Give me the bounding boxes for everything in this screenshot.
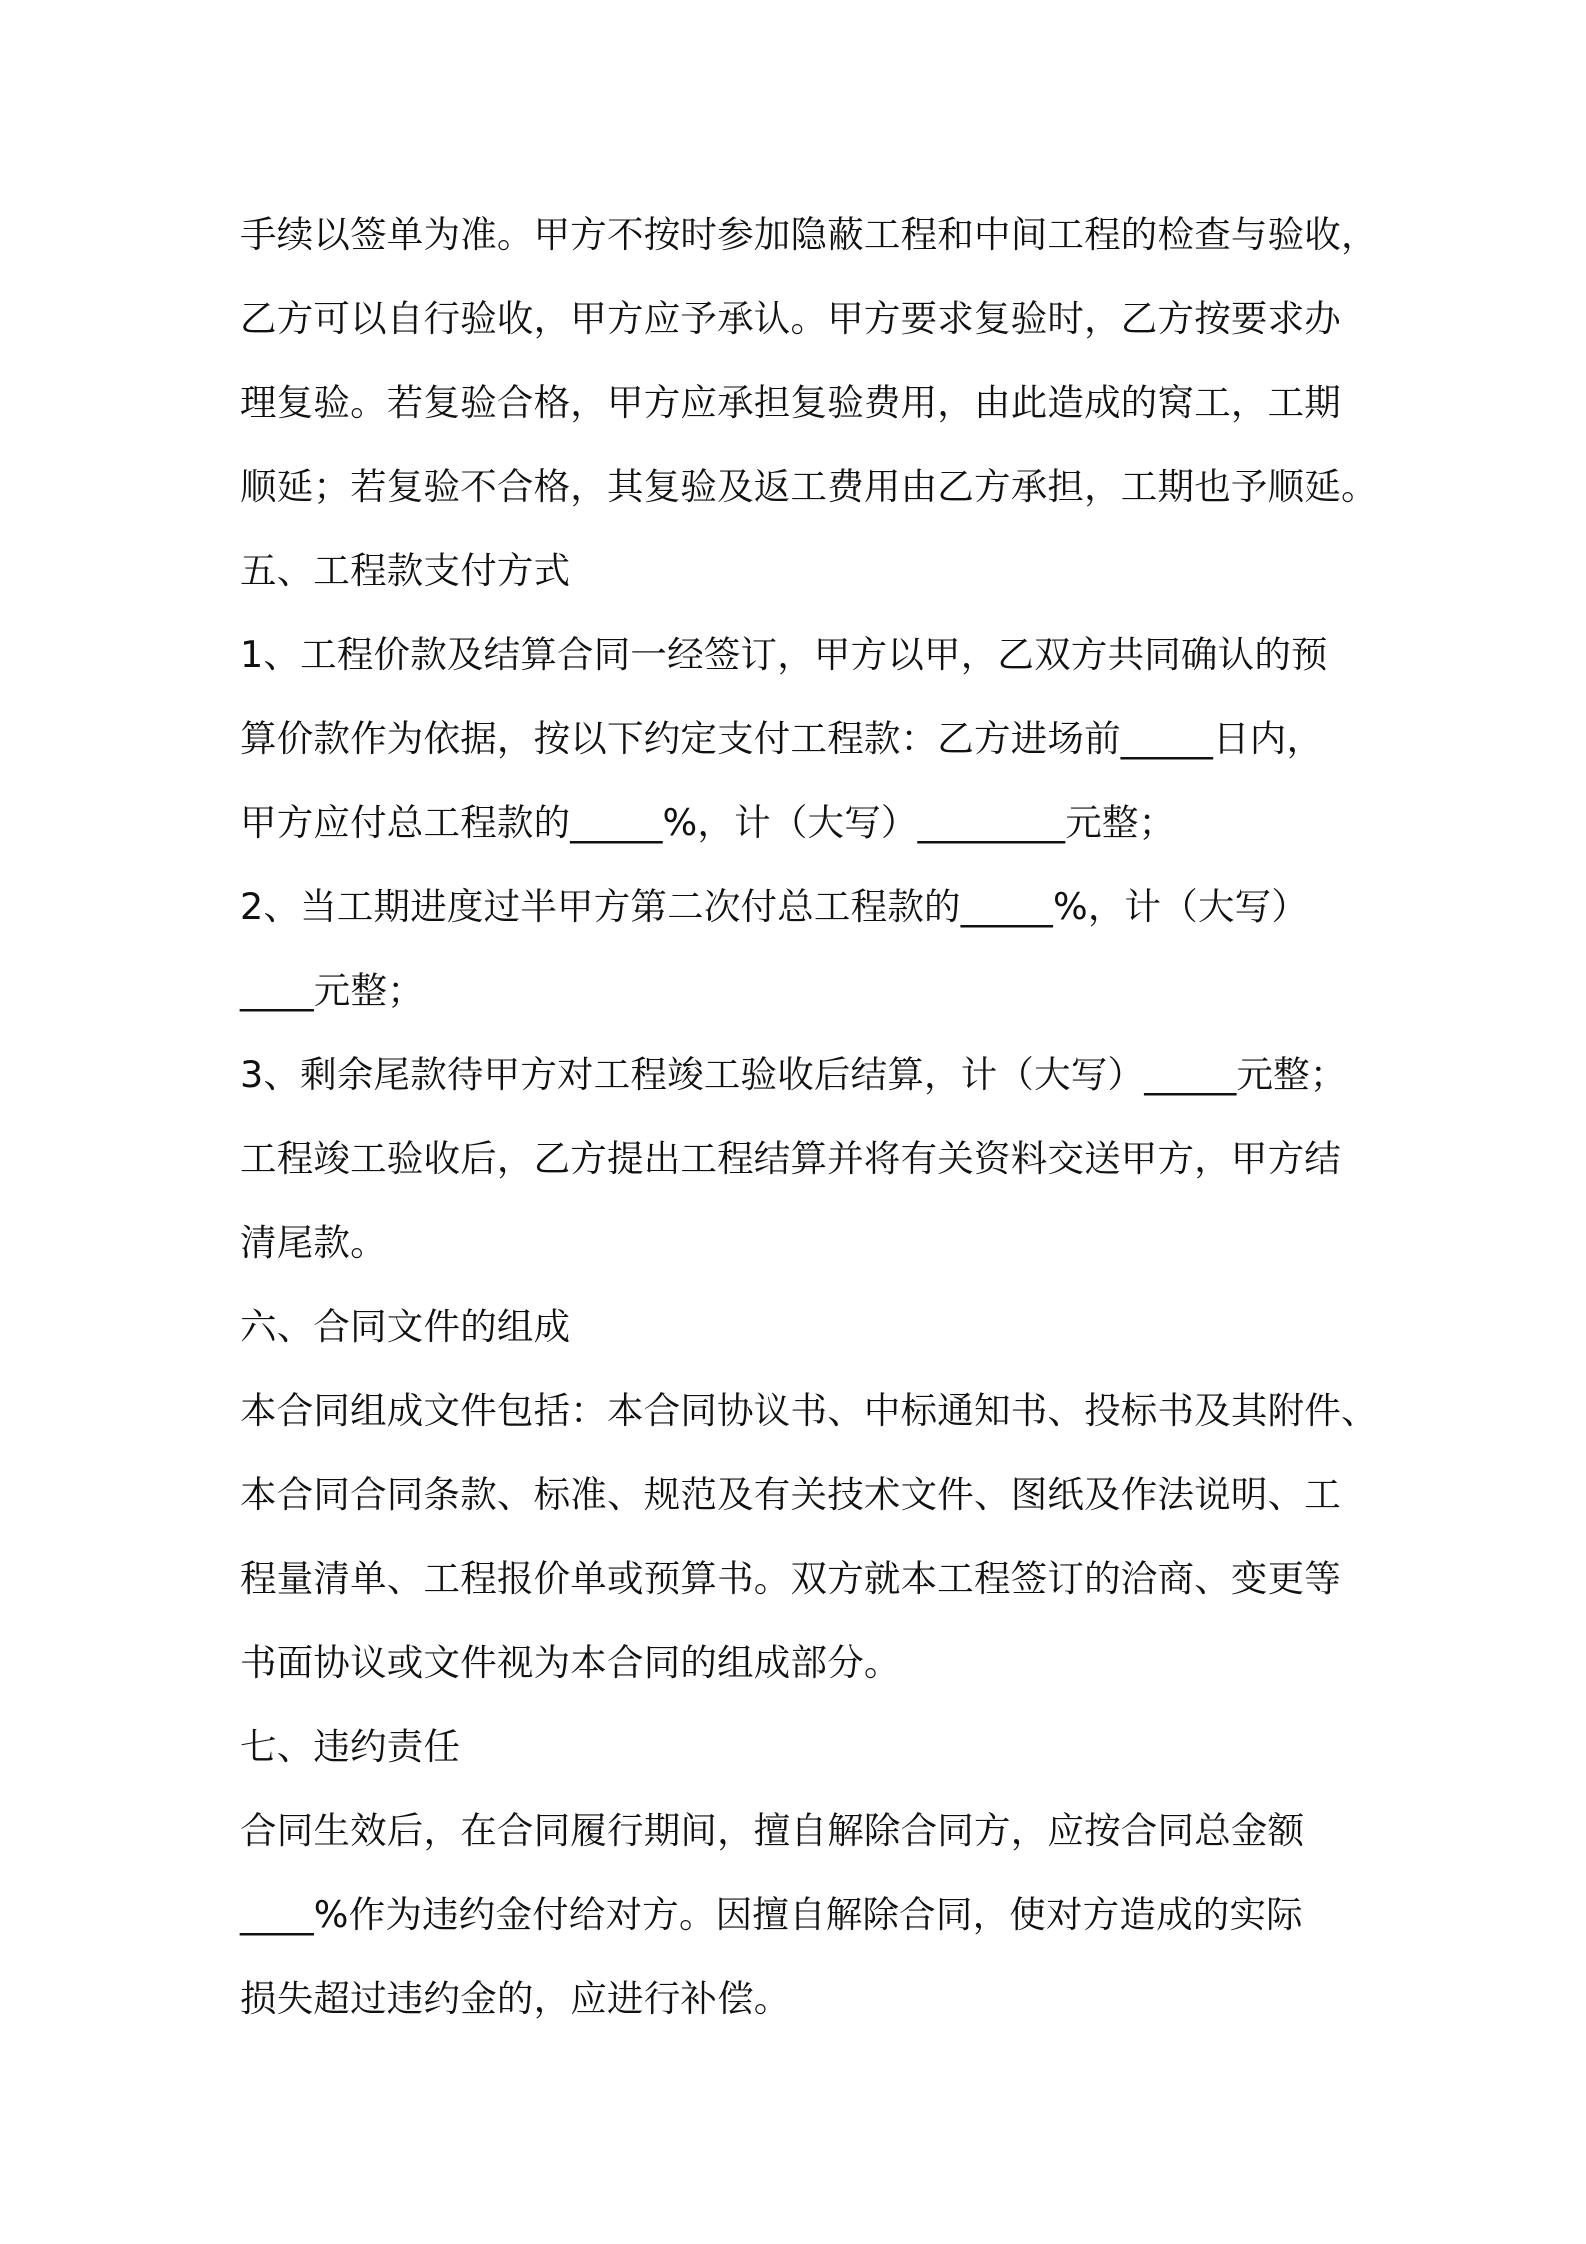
paragraph-line: 合同生效后，在合同履行期间，擅自解除合同方，应按合同总金额	[240, 1809, 1305, 1852]
section-heading-contract-documents: 六、合同文件的组成	[240, 1305, 571, 1348]
paragraph-line: 工程竣工验收后，乙方提出工程结算并将有关资料交送甲方，甲方结	[240, 1137, 1341, 1180]
paragraph-line: 理复验。若复验合格，甲方应承担复验费用，由此造成的窝工，工期	[240, 381, 1341, 424]
paragraph-line: 乙方可以自行验收，甲方应予承认。甲方要求复验时，乙方按要求办	[240, 297, 1341, 340]
section-heading-payment: 五、工程款支付方式	[240, 549, 571, 592]
paragraph-line: 算价款作为依据，按以下约定支付工程款：乙方进场前_____日内，	[240, 717, 1324, 760]
paragraph-line: 2、当工期进度过半甲方第二次付总工程款的_____%，计（大写）	[240, 885, 1309, 928]
paragraph-line: 甲方应付总工程款的_____%，计（大写）________元整；	[240, 801, 1176, 844]
paragraph-line: 清尾款。	[240, 1221, 387, 1264]
paragraph-line: 顺延；若复验不合格，其复验及返工费用由乙方承担，工期也予顺延。	[240, 465, 1378, 508]
section-heading-breach-liability: 七、违约责任	[240, 1725, 461, 1768]
paragraph-line: ____元整；	[240, 969, 424, 1012]
paragraph-line: 本合同组成文件包括：本合同协议书、中标通知书、投标书及其附件、	[240, 1389, 1378, 1432]
paragraph-line: 1、工程价款及结算合同一经签订，甲方以甲，乙双方共同确认的预	[240, 633, 1328, 676]
paragraph-line: 3、剩余尾款待甲方对工程竣工验收后结算，计（大写）_____元整；	[240, 1053, 1347, 1096]
document-body	[240, 193, 1378, 2041]
paragraph-line: 损失超过违约金的，应进行补偿。	[240, 1977, 791, 2020]
paragraph-line: 书面协议或文件视为本合同的组成部分。	[240, 1641, 901, 1684]
paragraph-line: ____%作为违约金付给对方。因擅自解除合同，使对方造成的实际	[240, 1893, 1303, 1936]
paragraph-line: 手续以签单为准。甲方不按时参加隐蔽工程和中间工程的检查与验收，	[240, 213, 1378, 256]
paragraph-line: 程量清单、工程报价单或预算书。双方就本工程签订的洽商、变更等	[240, 1557, 1341, 1600]
paragraph-line: 本合同合同条款、标准、规范及有关技术文件、图纸及作法说明、工	[240, 1473, 1341, 1516]
